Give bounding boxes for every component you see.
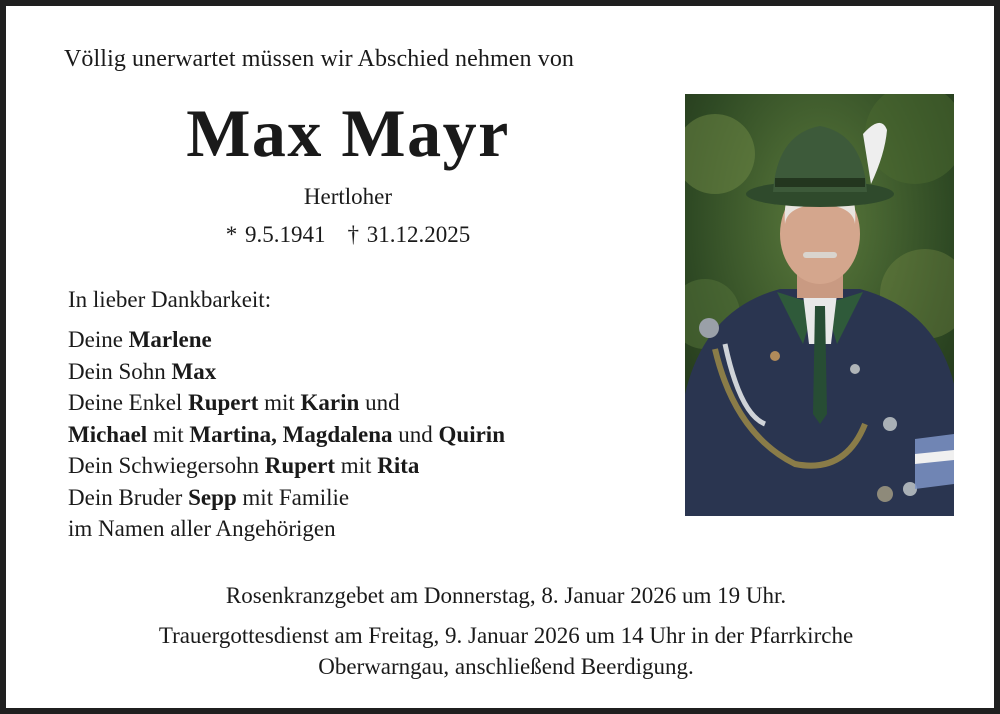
mourner-text: und [359,390,400,415]
intro-text: Völlig unerwartet müssen wir Abschied nehmen von [64,46,575,72]
mourner-name: Sepp [188,484,237,510]
mourner-text: Deine [68,327,129,352]
mourner-line [68,482,505,514]
mourner-text: mit Familie [236,484,350,510]
mourner-text: Dein Bruder [68,484,189,510]
mourner-text: mit [335,453,378,478]
mourner-text: und [392,421,439,447]
deceased-name: Max Mayr [186,95,510,171]
mourner-name: Rupert [264,453,336,478]
nickname: Hertloher [303,184,393,209]
mourner-name: Max [171,358,217,384]
mourner-text: Dein Schwiegersohn [68,453,265,478]
mourner-name: Karin [300,390,360,415]
mourner-line [68,419,505,451]
mourner-name: Quirin [438,421,505,447]
funeral-line-2: Oberwarngau, anschließend Beerdigung. [318,654,694,679]
mourner-text: Dein Sohn [68,358,172,384]
mourner-name: Rupert [188,390,259,415]
mourner-line [68,450,505,482]
mourner-name: Martina, Magdalena [189,421,393,447]
thanks-heading: In lieber Dankbarkeit: [68,287,272,312]
mourner-line [68,324,505,356]
mourner-line [68,513,505,545]
mourner-name: Rita [377,453,420,478]
mourner-text: mit [147,421,190,447]
funeral-line-1: Trauergottesdienst am Freitag, 9. Januar 2026 um 14 Uhr in der Pfarrkirche [158,623,854,648]
mourner-name: Michael [68,421,148,447]
mourners-list [68,324,505,545]
mourner-line [68,356,505,388]
mourner-text: Deine Enkel [68,390,189,415]
funeral-info [6,620,1000,682]
birth-date: * 9.5.1941 [225,222,326,247]
mourner-text: mit [258,390,301,415]
mourner-line [68,387,505,419]
rosary-info: Rosenkranzgebet am Donnerstag, 8. Januar 2026 um 19 Uhr. [225,583,787,608]
death-date: † 31.12.2025 [347,222,471,247]
life-dates [6,222,690,248]
mourner-name: Marlene [128,327,212,352]
mourner-text: im Namen aller Angehörigen [68,516,336,541]
portrait-photo [685,94,954,516]
